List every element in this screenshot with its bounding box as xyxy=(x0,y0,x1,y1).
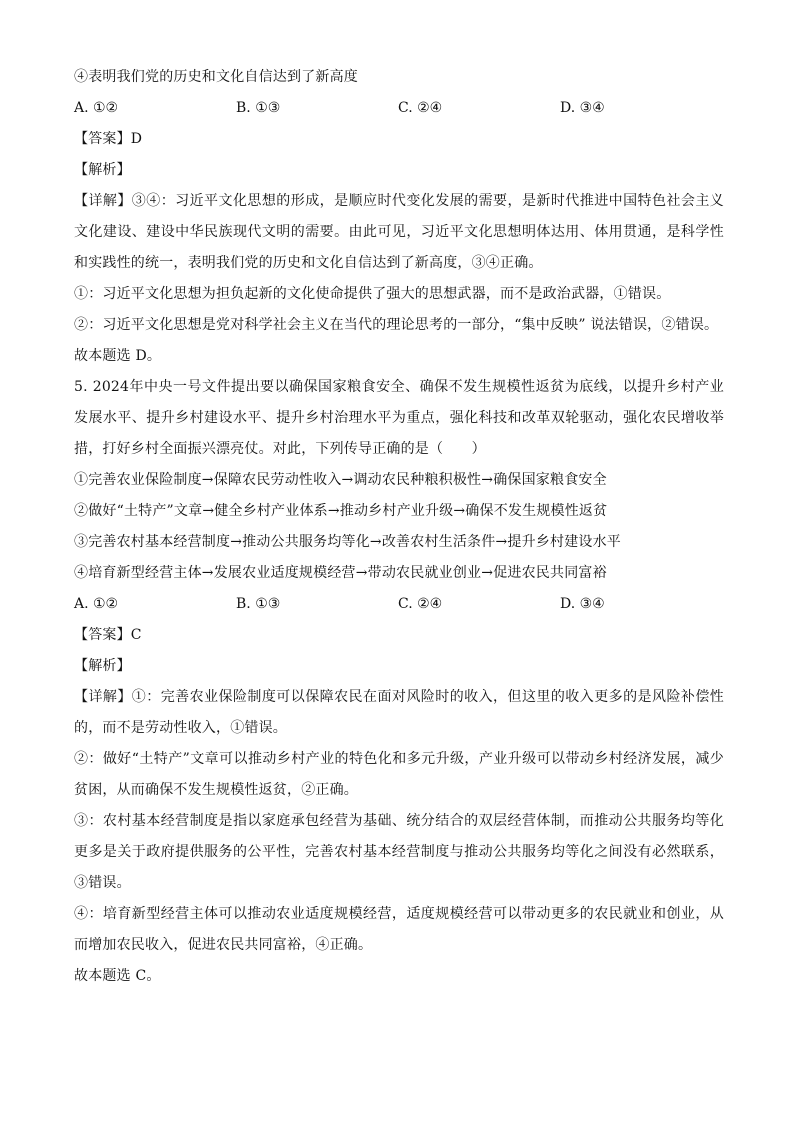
q5-answer: 【答案】C xyxy=(74,627,142,643)
q5-statement-2: ②做好“土特产”文章→健全乡村产业体系→推动乡村产业升级→确保不发生规模性返贫 xyxy=(74,503,608,519)
q4-option-b: B. ①③ xyxy=(236,100,281,116)
q4-detail-paragraph-1: 【详解】③④：习近平文化思想的形成，是顺应时代变化发展的需要，是新时代推进中国特色社会主义文化建设、建设中华民族现代文明的需要。由此可见，习近平文化思想明体达用、体用贯通，是科学性和实践性的统一，表明我们党的历史和文化自信达到了新高度，③④正确。 xyxy=(74,193,724,271)
q5-stem: 5. 2024年中央一号文件提出要以确保国家粮食安全、确保不发生规模性返贫为底线，以提升乡村产业发展水平、提升乡村建设水平、提升乡村治理水平为重点，强化科技和改革双轮驱动，强化农民增收举措，打好乡村全面振兴漂亮仗。对此，下列传导正确的是（ ） xyxy=(74,379,724,457)
q5-option-d: D. ③④ xyxy=(560,596,605,612)
q5-options xyxy=(74,589,724,620)
q5-detail-paragraph-4: ④：培育新型经营主体可以推动农业适度规模经营，适度规模经营可以带动更多的农民就业和创业，从而增加农民收入，促进农民共同富裕，④正确。 xyxy=(74,906,724,953)
q4-conclusion: 故本题选 D。 xyxy=(74,348,162,364)
q4-detail-paragraph-2: ①：习近平文化思想为担负起新的文化使命提供了强大的思想武器，而不是政治武器，①错误。 xyxy=(74,286,671,302)
q5-statement-3: ③完善农村基本经营制度→推动公共服务均等化→改善农村生活条件→提升乡村建设水平 xyxy=(74,534,621,550)
q5-statement-4: ④培育新型经营主体→发展农业适度规模经营→带动农民就业创业→促进农民共同富裕 xyxy=(74,565,607,581)
q5-analysis-label: 【解析】 xyxy=(74,658,131,674)
q4-option-c: C. ②④ xyxy=(398,100,443,116)
q5-detail-paragraph-2: ②：做好“土特产”文章可以推动乡村产业的特色化和多元升级，产业升级可以带动乡村经济发展，减少贫困，从而确保不发生规模性返贫，②正确。 xyxy=(74,751,724,798)
q5-option-b: B. ①③ xyxy=(236,596,281,612)
q4-statement-4: ④表明我们党的历史和文化自信达到了新高度 xyxy=(74,69,358,85)
q5-detail-paragraph-1: 【详解】①：完善农业保险制度可以保障农民在面对风险时的收入，但这里的收入更多的是风险补偿性的，而不是劳动性收入，①错误。 xyxy=(74,689,724,736)
q5-statement-1: ①完善农业保险制度→保障农民劳动性收入→调动农民种粮积极性→确保国家粮食安全 xyxy=(74,472,607,488)
q4-option-d: D. ③④ xyxy=(560,100,605,116)
q4-options xyxy=(74,93,724,124)
q4-option-a: A. ①② xyxy=(74,100,119,116)
q5-detail-paragraph-3: ③：农村基本经营制度是指以家庭承包经营为基础、统分结合的双层经营体制，而推动公共服务均等化更多是关于政府提供服务的公平性，完善农村基本经营制度与推动公共服务均等化之间没有必然联系，③错误。 xyxy=(74,813,724,891)
q4-detail-paragraph-3: ②：习近平文化思想是党对科学社会主义在当代的理论思考的一部分，“集中反映” 说法错误，②错误。 xyxy=(74,317,719,333)
document-page xyxy=(74,62,724,992)
q5-conclusion: 故本题选 C。 xyxy=(74,968,161,984)
q5-option-c: C. ②④ xyxy=(398,596,443,612)
q5-option-a: A. ①② xyxy=(74,596,119,612)
q4-answer: 【答案】D xyxy=(74,131,143,147)
q4-analysis-label: 【解析】 xyxy=(74,162,131,178)
